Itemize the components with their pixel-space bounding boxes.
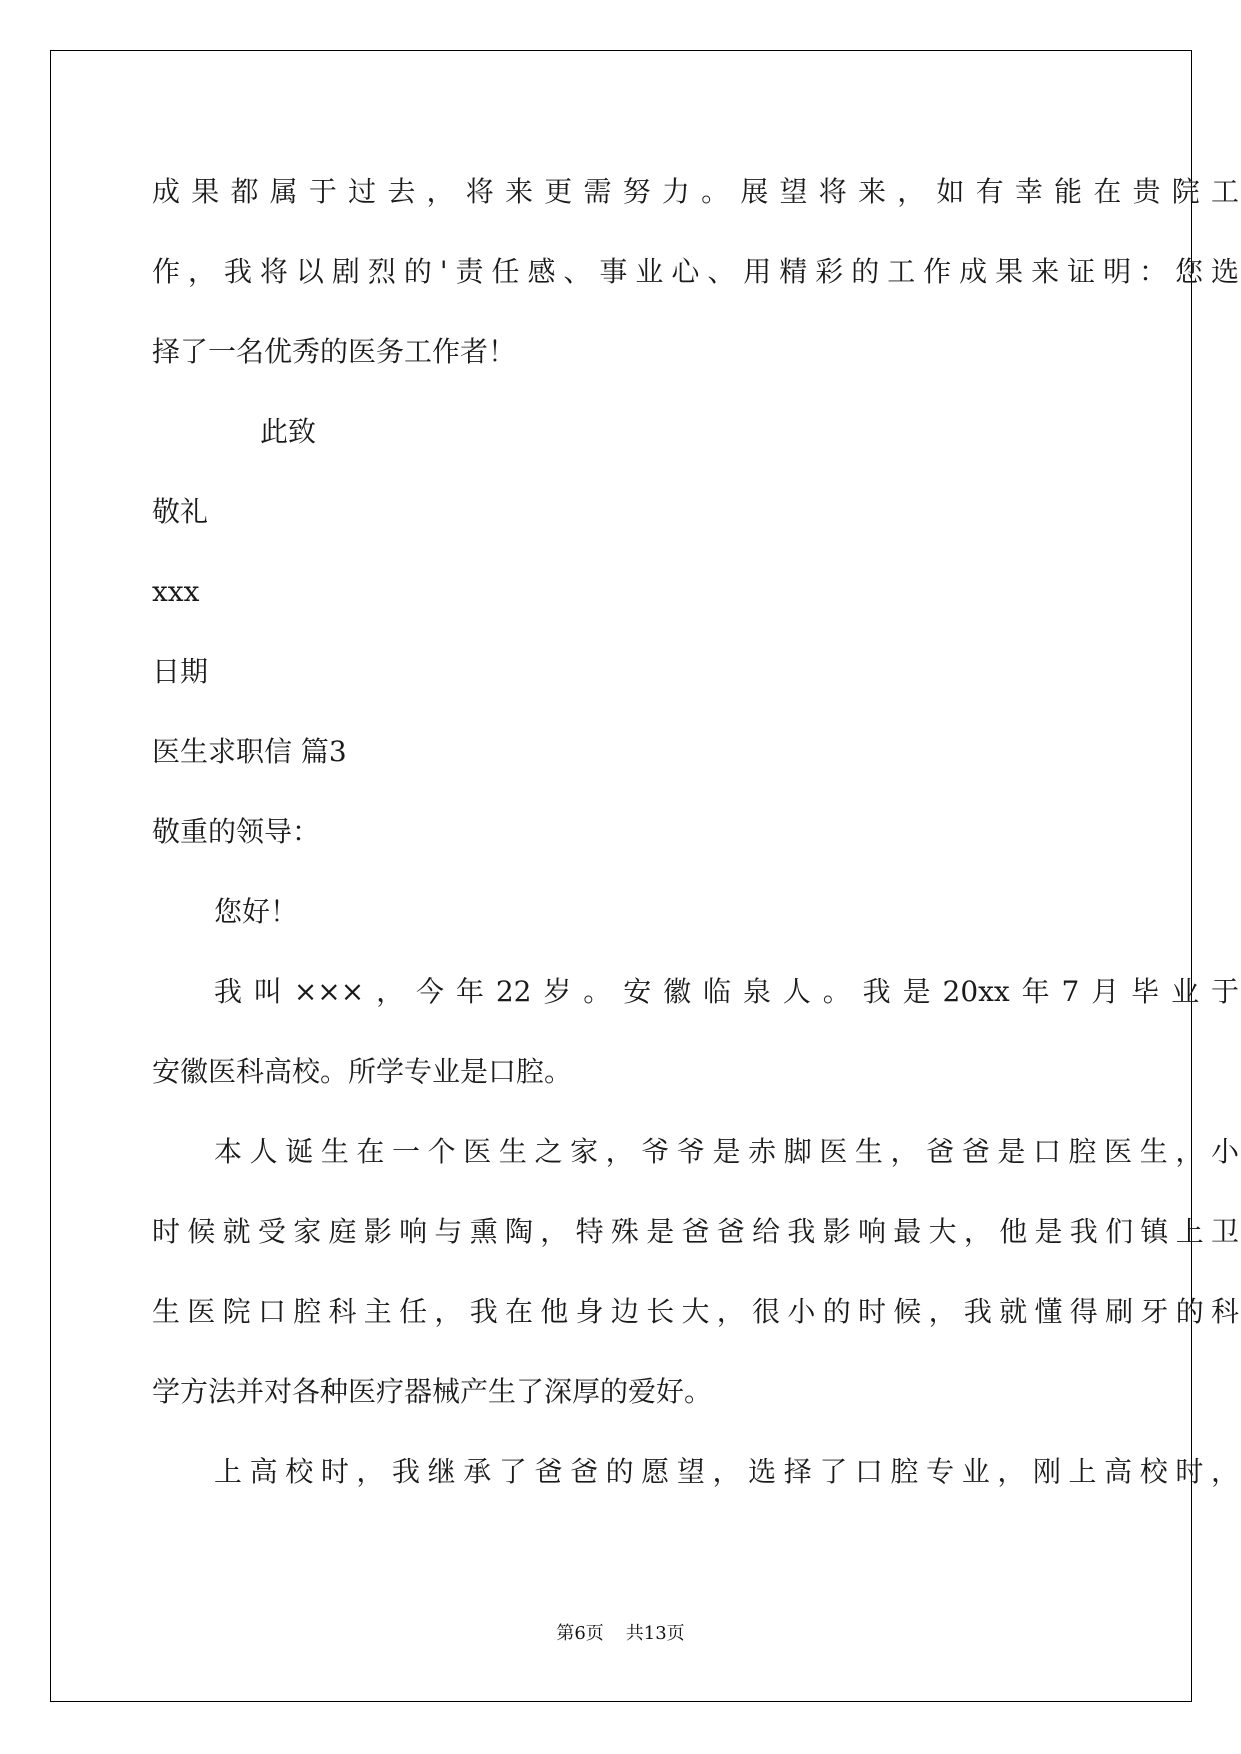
paragraph-line: 成果都属于过去，将来更需努力。展望将来，如有幸能在贵院工 [152,175,1239,208]
greeting-hello: 您好！ [214,895,299,928]
paragraph-line: 生医院口腔科主任，我在他身边长大，很小的时候，我就懂得刷牙的科 [152,1295,1239,1328]
paragraph-line: 安徽医科高校。所学专业是口腔。 [152,1055,573,1088]
signature-name: xxx [152,575,200,608]
page-number: 6 [574,1623,586,1644]
paragraph-line: 学方法并对各种医疗器械产生了深厚的爱好。 [152,1375,713,1408]
paragraph-line: 作，我将以剧烈的'责任感、事业心、用精彩的工作成果来证明：您选 [152,255,1239,288]
paragraph-line: 本人诞生在一个医生之家，爷爷是赤脚医生，爸爸是口腔医生，小 [214,1135,1239,1168]
section-title: 医生求职信 篇3 [152,735,347,768]
page-suffix: 页 [585,1623,604,1644]
page-footer [0,1619,1241,1645]
greeting: 敬重的领导： [152,815,321,848]
paragraph-line: 时候就受家庭影响与熏陶，特殊是爸爸给我影响最大，他是我们镇上卫 [152,1215,1239,1248]
closing-regards: 敬礼 [152,495,209,528]
page-prefix: 第 [556,1623,575,1644]
paragraph-line: 上高校时，我继承了爸爸的愿望，选择了口腔专业，刚上高校时， [214,1455,1239,1488]
signature-date: 日期 [152,655,209,688]
paragraph-line: 择了一名优秀的医务工作者！ [152,335,517,368]
total-suffix: 页 [666,1623,685,1644]
total-prefix: 共 [625,1623,644,1644]
paragraph-line: 我叫×××，今年22岁。安徽临泉人。我是20xx年7月毕业于 [214,975,1239,1008]
total-pages: 13 [643,1623,667,1644]
closing-salutation: 此致 [260,415,317,448]
